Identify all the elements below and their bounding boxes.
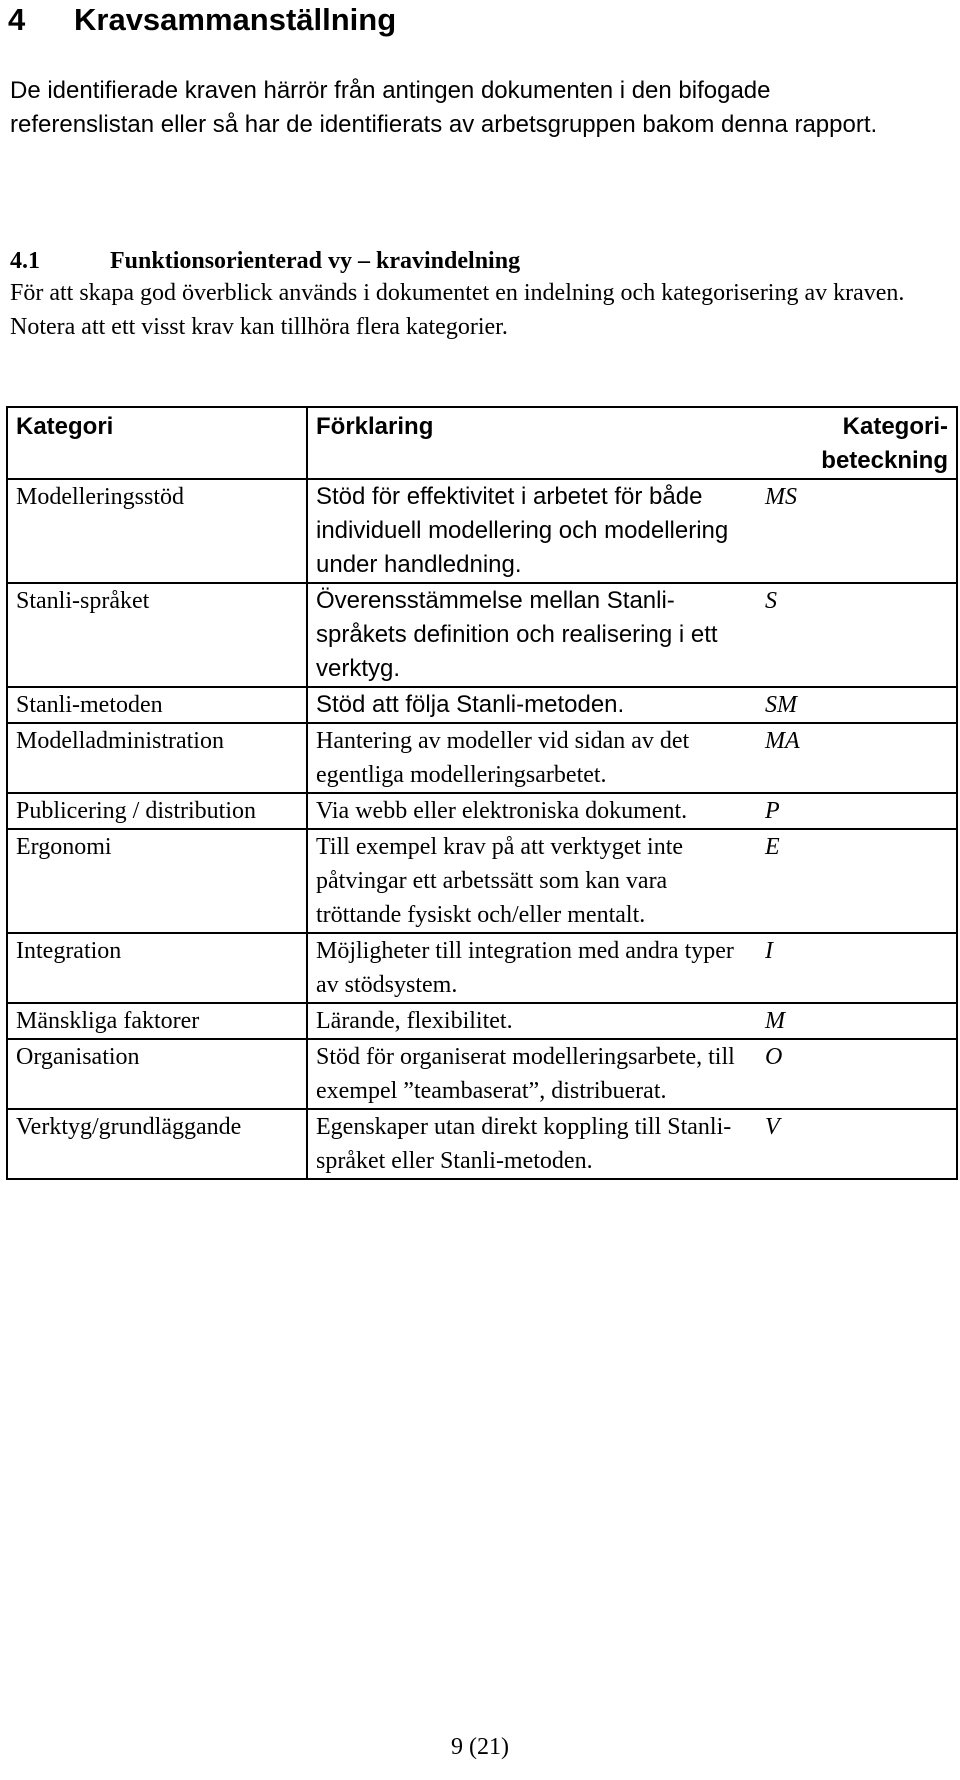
explanation-cell: Hantering av modeller vid sidan av det egentliga modelleringsarbetet. <box>307 723 757 793</box>
section-title: Funktionsorienterad vy – kravindelning <box>110 248 521 274</box>
explanation-cell: Via webb eller elektroniska dokument. <box>307 793 757 829</box>
table-row <box>7 583 957 687</box>
table-row <box>7 793 957 829</box>
designation-cell: I <box>757 933 957 1003</box>
table-row <box>7 829 957 933</box>
explanation-cell: Egenskaper utan direkt koppling till Stanli-språket eller Stanli-metoden. <box>307 1109 757 1179</box>
section-heading <box>10 244 520 278</box>
chapter-title: Kravsammanställning <box>74 2 397 37</box>
category-cell: Verktyg/grundläggande <box>7 1109 307 1179</box>
chapter-number: 4 <box>8 2 26 37</box>
explanation-cell: Överensstämmelse mellan Stanli-språkets definition och realisering i ett verktyg. <box>307 583 757 687</box>
table-row <box>7 1003 957 1039</box>
category-cell: Ergonomi <box>7 829 307 933</box>
category-cell: Organisation <box>7 1039 307 1109</box>
category-cell: Mänskliga faktorer <box>7 1003 307 1039</box>
table-header-row <box>7 407 957 479</box>
category-cell: Publicering / distribution <box>7 793 307 829</box>
table-row <box>7 479 957 583</box>
explanation-cell: Stöd för organiserat modelleringsarbete, till exempel ”teambaserat”, distribuerat. <box>307 1039 757 1109</box>
table-row <box>7 723 957 793</box>
category-cell: Integration <box>7 933 307 1003</box>
explanation-cell: Stöd för effektivitet i arbetet för både individuell modellering och modellering under handledning. <box>307 479 757 583</box>
table-row <box>7 1109 957 1179</box>
section-paragraph: För att skapa god överblick används i dokumentet en indelning och kategorisering av kraven. Notera att ett visst krav kan tillhöra flera kategorier. <box>10 280 905 340</box>
explanation-cell: Stöd att följa Stanli-metoden. <box>307 687 757 723</box>
header-explanation: Förklaring <box>307 407 757 479</box>
category-cell: Modelleringsstöd <box>7 479 307 583</box>
designation-cell: S <box>757 583 957 687</box>
designation-cell: P <box>757 793 957 829</box>
header-category: Kategori <box>7 407 307 479</box>
intro-paragraph: De identifierade kraven härrör från antingen dokumenten i den bifogade referenslistan eller så har de identifierats av arbetsgruppen bakom denna rapport. <box>10 77 878 138</box>
category-cell: Stanli-metoden <box>7 687 307 723</box>
table-row <box>7 687 957 723</box>
explanation-cell: Möjligheter till integration med andra typer av stödsystem. <box>307 933 757 1003</box>
designation-cell: MA <box>757 723 957 793</box>
designation-cell: MS <box>757 479 957 583</box>
category-cell: Modelladministration <box>7 723 307 793</box>
page-number: 9 (21) <box>451 1734 509 1760</box>
designation-cell: E <box>757 829 957 933</box>
table-row <box>7 1039 957 1109</box>
chapter-heading <box>8 0 396 40</box>
category-cell: Stanli-språket <box>7 583 307 687</box>
designation-cell: SM <box>757 687 957 723</box>
designation-cell: V <box>757 1109 957 1179</box>
table-row <box>7 933 957 1003</box>
explanation-cell: Lärande, flexibilitet. <box>307 1003 757 1039</box>
requirements-table <box>6 406 958 1180</box>
designation-cell: M <box>757 1003 957 1039</box>
header-designation: Kategori-beteckning <box>757 407 957 479</box>
designation-cell: O <box>757 1039 957 1109</box>
explanation-cell: Till exempel krav på att verktyget inte påtvingar ett arbetssätt som kan vara tröttande fysiskt och/eller mentalt. <box>307 829 757 933</box>
section-number: 4.1 <box>10 248 40 274</box>
